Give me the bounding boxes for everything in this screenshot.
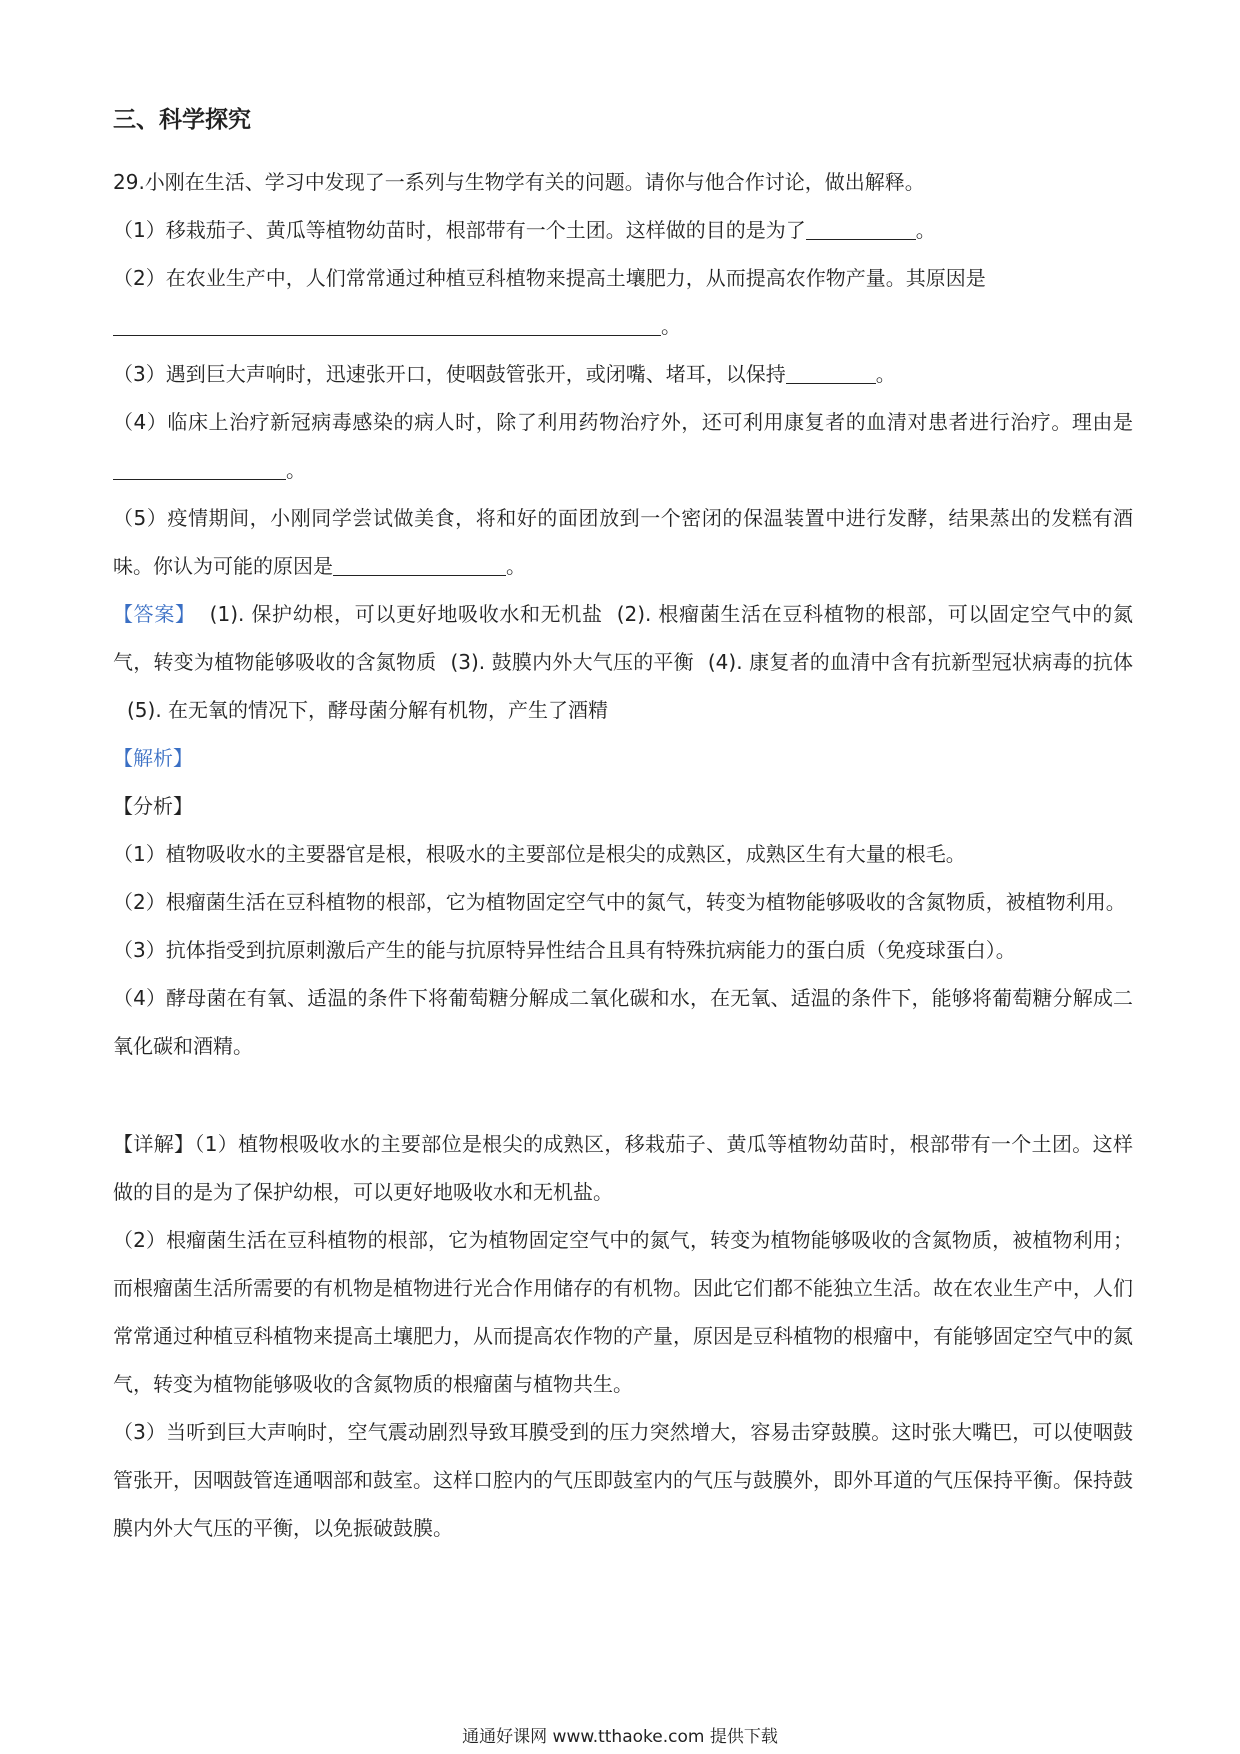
analysis-sub-label: 【分析】 xyxy=(113,794,193,818)
document-content xyxy=(113,100,1133,1552)
question-3-text: （3）遇到巨大声响时，迅速张开口，使咽鼓管张开，或闭嘴、堵耳，以保持 xyxy=(113,362,786,386)
question-2-text: （2）在农业生产中，人们常常通过种植豆科植物来提高土壤肥力，从而提高农作物产量。其原因是 xyxy=(113,266,986,290)
end-mark: 。 xyxy=(875,362,896,386)
analysis-label: 【解析】 xyxy=(113,746,193,770)
answer-blank-3 xyxy=(786,361,876,384)
analysis-point-1: （1）植物吸收水的主要器官是根，根吸水的主要部位是根尖的成熟区，成熟区生有大量的根毛。 xyxy=(113,842,966,866)
question-stem: 29.小刚在生活、学习中发现了一系列与生物学有关的问题。请你与他合作讨论，做出解释。 xyxy=(113,170,925,194)
answer-item-1: (1). 保护幼根，可以更好地吸收水和无机盐 xyxy=(209,602,603,626)
answer-item-3: (3). 鼓膜内外大气压的平衡 xyxy=(450,650,694,674)
end-mark: 。 xyxy=(286,458,306,482)
question-1 xyxy=(113,206,1133,254)
answer-block xyxy=(113,590,1133,734)
analysis-point-3: （3）抗体指受到抗原刺激后产生的能与抗原特异性结合且具有特殊抗病能力的蛋白质（免疫球蛋白）。 xyxy=(113,938,1016,962)
question-1-text: （1）移栽茄子、黄瓜等植物幼苗时，根部带有一个土团。这样做的目的是为了 xyxy=(113,218,806,242)
detail-label: 【详解】 xyxy=(113,1132,195,1156)
spacer xyxy=(113,1070,1133,1120)
answer-blank-4 xyxy=(113,457,286,480)
analysis-point-2: （2）根瘤菌生活在豆科植物的根部，它为植物固定空气中的氮气，转变为植物能够吸收的含氮物质，被植物利用。 xyxy=(113,890,1126,914)
answer-item-5: (5). 在无氧的情况下，酵母菌分解有机物，产生了酒精 xyxy=(127,698,609,722)
answer-label: 【答案】 xyxy=(113,602,196,626)
answer-blank-5 xyxy=(333,553,506,576)
question-4 xyxy=(113,398,1133,494)
answer-item-4: (4). 康复者的血清中含有抗新型冠状病毒的抗体 xyxy=(707,650,1134,674)
detail-paragraph-3: （3）当听到巨大声响时，空气震动剧烈导致耳膜受到的压力突然增大，容易击穿鼓膜。这时张大嘴巴，可以使咽鼓管张开，因咽鼓管连通咽部和鼓室。这样口腔内的气压即鼓室内的气压与鼓膜外，即外耳道的气压保持平衡。保持鼓膜内外大气压的平衡，以免振破鼓膜。 xyxy=(113,1420,1133,1540)
question-3 xyxy=(113,350,1133,398)
answer-blank-2 xyxy=(113,313,661,336)
question-2 xyxy=(113,254,1133,350)
section-title: 三、科学探究 xyxy=(113,107,251,133)
detail-text-1: （1）植物根吸收水的主要部位是根尖的成熟区，移栽茄子、黄瓜等植物幼苗时，根部带有一个土团。这样做的目的是为了保护幼根，可以更好地吸收水和无机盐。 xyxy=(113,1132,1133,1204)
detail-paragraph-1 xyxy=(113,1120,1133,1216)
detail-paragraph-2: （2）根瘤菌生活在豆科植物的根部，它为植物固定空气中的氮气，转变为植物能够吸收的含氮物质，被植物利用；而根瘤菌生活所需要的有机物是植物进行光合作用储存的有机物。因此它们都不能独立生活。故在农业生产中，人们常常通过种植豆科植物来提高土壤肥力，从而提高农作物的产量，原因是豆科植物的根瘤中，有能够固定空气中的氮气，转变为植物能够吸收的含氮物质的根瘤菌与植物共生。 xyxy=(113,1228,1133,1396)
answer-item-2: (2). 根瘤菌生活在豆科植物的根部，可以固定空气中的氮气，转变为植物能够吸收的含氮物质 xyxy=(113,602,1134,674)
end-mark: 。 xyxy=(661,314,681,338)
page-footer: 通通好课网 www.tthaoke.com 提供下载 xyxy=(462,1727,778,1747)
answer-blank-1 xyxy=(806,217,916,240)
analysis-point-4: （4）酵母菌在有氧、适温的条件下将葡萄糖分解成二氧化碳和水，在无氧、适温的条件下，能够将葡萄糖分解成二氧化碳和酒精。 xyxy=(113,986,1133,1058)
question-4-text: （4）临床上治疗新冠病毒感染的病人时，除了利用药物治疗外，还可利用康复者的血清对患者进行治疗。理由是 xyxy=(113,410,1133,434)
end-mark: 。 xyxy=(915,218,936,242)
question-5 xyxy=(113,494,1133,590)
end-mark: 。 xyxy=(506,554,526,578)
question-5-text: （5）疫情期间，小刚同学尝试做美食，将和好的面团放到一个密闭的保温装置中进行发酵，结果蒸出的发糕有酒味。你认为可能的原因是 xyxy=(113,506,1133,578)
